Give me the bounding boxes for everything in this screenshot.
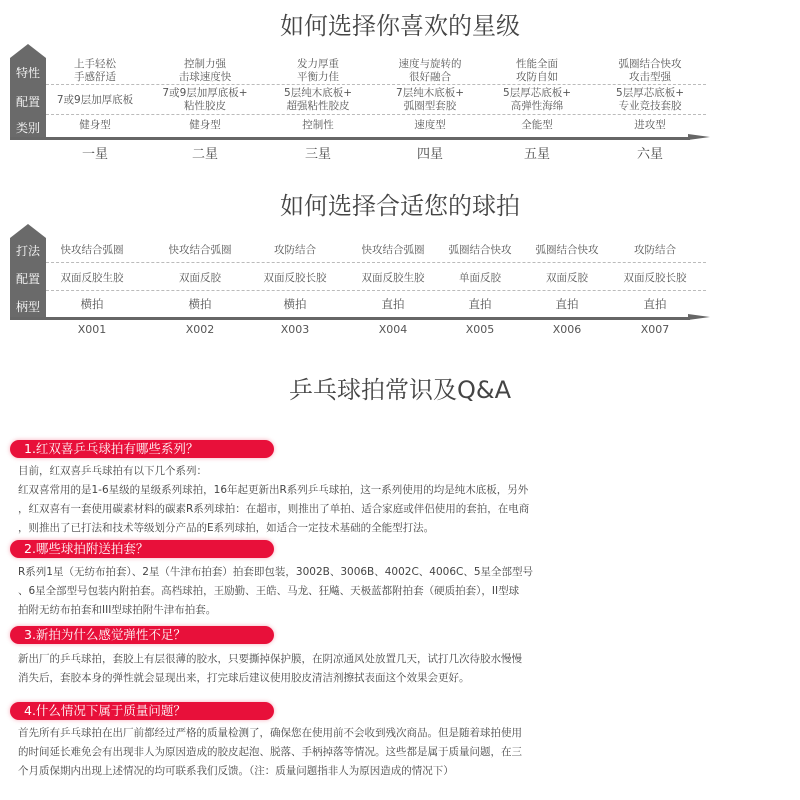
feature-line: 攻击型强 bbox=[629, 71, 671, 83]
answer-line: 目前，红双喜乒乓球拍有以下几个系列： bbox=[18, 465, 207, 477]
qa-answer bbox=[18, 462, 718, 538]
config-cell: 双面反胶 bbox=[179, 272, 221, 284]
style-cell: 弧圈结合快攻 bbox=[535, 244, 599, 256]
feature-cell bbox=[179, 58, 232, 84]
row-label-config: 配置 bbox=[15, 272, 40, 286]
qa-answer bbox=[18, 563, 718, 620]
row-label-type: 类别 bbox=[15, 121, 40, 135]
model-code-label: X001 bbox=[77, 323, 107, 336]
feature-line: 控制力强 bbox=[184, 58, 226, 70]
feature-line: 攻防自如 bbox=[516, 71, 558, 83]
type-cell: 速度型 bbox=[414, 119, 446, 131]
style-cell: 快攻结合弧圈 bbox=[168, 244, 232, 256]
axis-arrow-icon bbox=[688, 134, 710, 140]
config-cell: 双面反胶 bbox=[546, 272, 588, 284]
config-line: 7层纯木底板+ bbox=[396, 87, 464, 99]
star-level-label: 二星 bbox=[191, 147, 219, 162]
answer-line: 首先所有乒乓球拍在出厂前都经过严格的质量检测了，确保您在使用前不会收到残次商品。但是随着球拍使用 bbox=[18, 727, 522, 739]
style-cell: 弧圈结合快攻 bbox=[448, 244, 512, 256]
config-cell: 双面反胶长胶 bbox=[263, 272, 327, 284]
star-level-label: 一星 bbox=[81, 147, 109, 162]
qa-question-header: 3.新拍为什么感觉弹性不足？ bbox=[10, 626, 274, 644]
feature-cell bbox=[516, 58, 558, 84]
config-line: 5层纯木底板+ bbox=[284, 87, 352, 99]
grip-cell: 横拍 bbox=[188, 297, 212, 311]
model-code-label: X002 bbox=[185, 323, 215, 336]
row-label-feature: 特性 bbox=[15, 66, 40, 80]
config-cell bbox=[162, 87, 247, 113]
row-divider bbox=[46, 290, 706, 291]
config-line: 弧圈型套胶 bbox=[403, 100, 457, 112]
feature-line: 手感舒适 bbox=[74, 71, 116, 83]
grip-cell: 横拍 bbox=[283, 297, 307, 311]
answer-line: 个月质保期内出现上述情况的均可联系我们反馈。（注：质量问题指非人为原因造成的情况下） bbox=[18, 765, 454, 777]
config-line: 5层厚芯底板+ bbox=[503, 87, 571, 99]
model-code-label: X006 bbox=[552, 323, 582, 336]
feature-cell bbox=[399, 58, 462, 84]
feature-cell bbox=[619, 58, 682, 84]
feature-cell bbox=[297, 58, 339, 84]
config-line: 粘性胶皮 bbox=[183, 100, 226, 112]
config-line: 7或9层加厚底板+ bbox=[162, 87, 248, 99]
config-cell: 双面反胶生胶 bbox=[361, 272, 425, 284]
grip-cell: 直拍 bbox=[555, 297, 579, 311]
config-line: 超强粘性胶皮 bbox=[286, 100, 350, 112]
row-label-style: 打法 bbox=[15, 244, 40, 258]
model-code-label: X007 bbox=[640, 323, 670, 336]
grip-cell: 直拍 bbox=[643, 297, 667, 311]
qa-question-header: 1.红双喜乒乓球拍有哪些系列？ bbox=[10, 440, 274, 458]
feature-line: 击球速度快 bbox=[178, 71, 232, 83]
config-line: 7或9层加厚底板 bbox=[56, 94, 134, 106]
model-code-label: X003 bbox=[280, 323, 310, 336]
answer-line: 、6星全部型号包装内附拍套。高档球拍，王励勤、王皓、马龙、狂飚、天极蓝都附拍套（硬质拍套），II型球 bbox=[18, 585, 520, 597]
row-label-config: 配置 bbox=[15, 95, 40, 109]
config-cell: 单面反胶 bbox=[459, 272, 501, 284]
qa-question-header: 4.什么情况下属于质量问题？ bbox=[10, 702, 274, 720]
config-cell: 双面反胶长胶 bbox=[623, 272, 687, 284]
answer-line: ，则推出了已打法和技术等级划分产品的E系列球拍，如适合一定技术基础的全能型打法。 bbox=[18, 522, 435, 534]
feature-line: 平衡力佳 bbox=[297, 71, 339, 83]
style-cell: 快攻结合弧圈 bbox=[361, 244, 425, 256]
star-axis-line bbox=[10, 137, 690, 140]
row-divider bbox=[46, 84, 706, 85]
type-cell: 控制性 bbox=[302, 119, 334, 131]
racket-guide-title: 如何选择合适您的球拍 bbox=[280, 192, 520, 220]
star-guide-title: 如何选择你喜欢的星级 bbox=[280, 12, 520, 40]
grip-cell: 横拍 bbox=[80, 297, 104, 311]
answer-line: 的时间延长难免会有出现非人为原因造成的胶皮起泡、脱落、手柄掉落等情况。这些都是属于质量问题，在三 bbox=[18, 746, 522, 758]
feature-line: 速度与旋转的 bbox=[398, 58, 462, 70]
config-cell bbox=[396, 87, 464, 113]
style-cell: 快攻结合弧圈 bbox=[60, 244, 124, 256]
answer-line: 消失后，套胶本身的弹性就会显现出来，打完球后建议使用胶皮清洁剂擦拭表面这个效果会更好。 bbox=[18, 672, 470, 684]
grip-cell: 直拍 bbox=[468, 297, 492, 311]
config-line: 专业竞技套胶 bbox=[618, 100, 682, 112]
qa-answer bbox=[18, 650, 718, 688]
config-line: 高弹性海绵 bbox=[510, 100, 564, 112]
config-cell bbox=[284, 87, 352, 113]
config-cell bbox=[503, 87, 571, 113]
row-label-grip: 柄型 bbox=[15, 300, 40, 314]
type-cell: 健身型 bbox=[79, 119, 111, 131]
style-cell: 攻防结合 bbox=[274, 244, 316, 256]
feature-line: 性能全面 bbox=[516, 58, 558, 70]
answer-line: 新出厂的乒乓球拍，套胶上有层很薄的胶水，只要撕掉保护膜，在阴凉通风处放置几天，试打几次待胶水慢慢 bbox=[18, 653, 522, 665]
type-cell: 健身型 bbox=[189, 119, 221, 131]
feature-line: 弧圈结合快攻 bbox=[618, 58, 682, 70]
qa-answer bbox=[18, 724, 718, 781]
feature-line: 上手轻松 bbox=[74, 58, 116, 70]
style-cell: 攻防结合 bbox=[634, 244, 676, 256]
answer-line: 红双喜常用的是1-6星级的星级系列球拍，16年起更新出R系列乒乓球拍，这一系列使用的均是纯木底板，另外 bbox=[18, 484, 529, 496]
feature-line: 很好融合 bbox=[409, 71, 451, 83]
feature-cell bbox=[74, 58, 116, 84]
config-line: 5层厚芯底板+ bbox=[616, 87, 684, 99]
axis-arrow-icon bbox=[688, 314, 710, 320]
grip-cell: 直拍 bbox=[381, 297, 405, 311]
type-cell: 全能型 bbox=[521, 119, 553, 131]
qa-title: 乒乓球拍常识及Q&A bbox=[288, 376, 512, 404]
model-code-label: X005 bbox=[465, 323, 495, 336]
config-cell bbox=[57, 94, 133, 107]
star-level-label: 六星 bbox=[636, 147, 664, 162]
model-code-label: X004 bbox=[378, 323, 408, 336]
config-cell bbox=[616, 87, 684, 113]
star-level-label: 三星 bbox=[304, 147, 332, 162]
type-cell: 进攻型 bbox=[634, 119, 666, 131]
racket-axis-line bbox=[10, 317, 690, 320]
star-level-label: 五星 bbox=[523, 147, 551, 162]
answer-line: ，红双喜有一套使用碳素材料的碳素R系列球拍：在超市，则推出了单拍、适合家庭或伴侣使用的套拍，在电商 bbox=[18, 503, 530, 515]
config-cell: 双面反胶生胶 bbox=[60, 272, 124, 284]
star-level-label: 四星 bbox=[416, 147, 444, 162]
row-divider bbox=[46, 114, 706, 115]
qa-question-header: 2.哪些球拍附送拍套？ bbox=[10, 540, 274, 558]
feature-line: 发力厚重 bbox=[297, 58, 339, 70]
row-divider bbox=[46, 262, 706, 263]
answer-line: 拍附无纺布拍套和III型球拍附牛津布拍套。 bbox=[18, 604, 217, 616]
answer-line: R系列1星（无纺布拍套）、2星（牛津布拍套）拍套即包装，3002B、3006B、4002C、4006C、5星全部型号 bbox=[18, 566, 534, 578]
